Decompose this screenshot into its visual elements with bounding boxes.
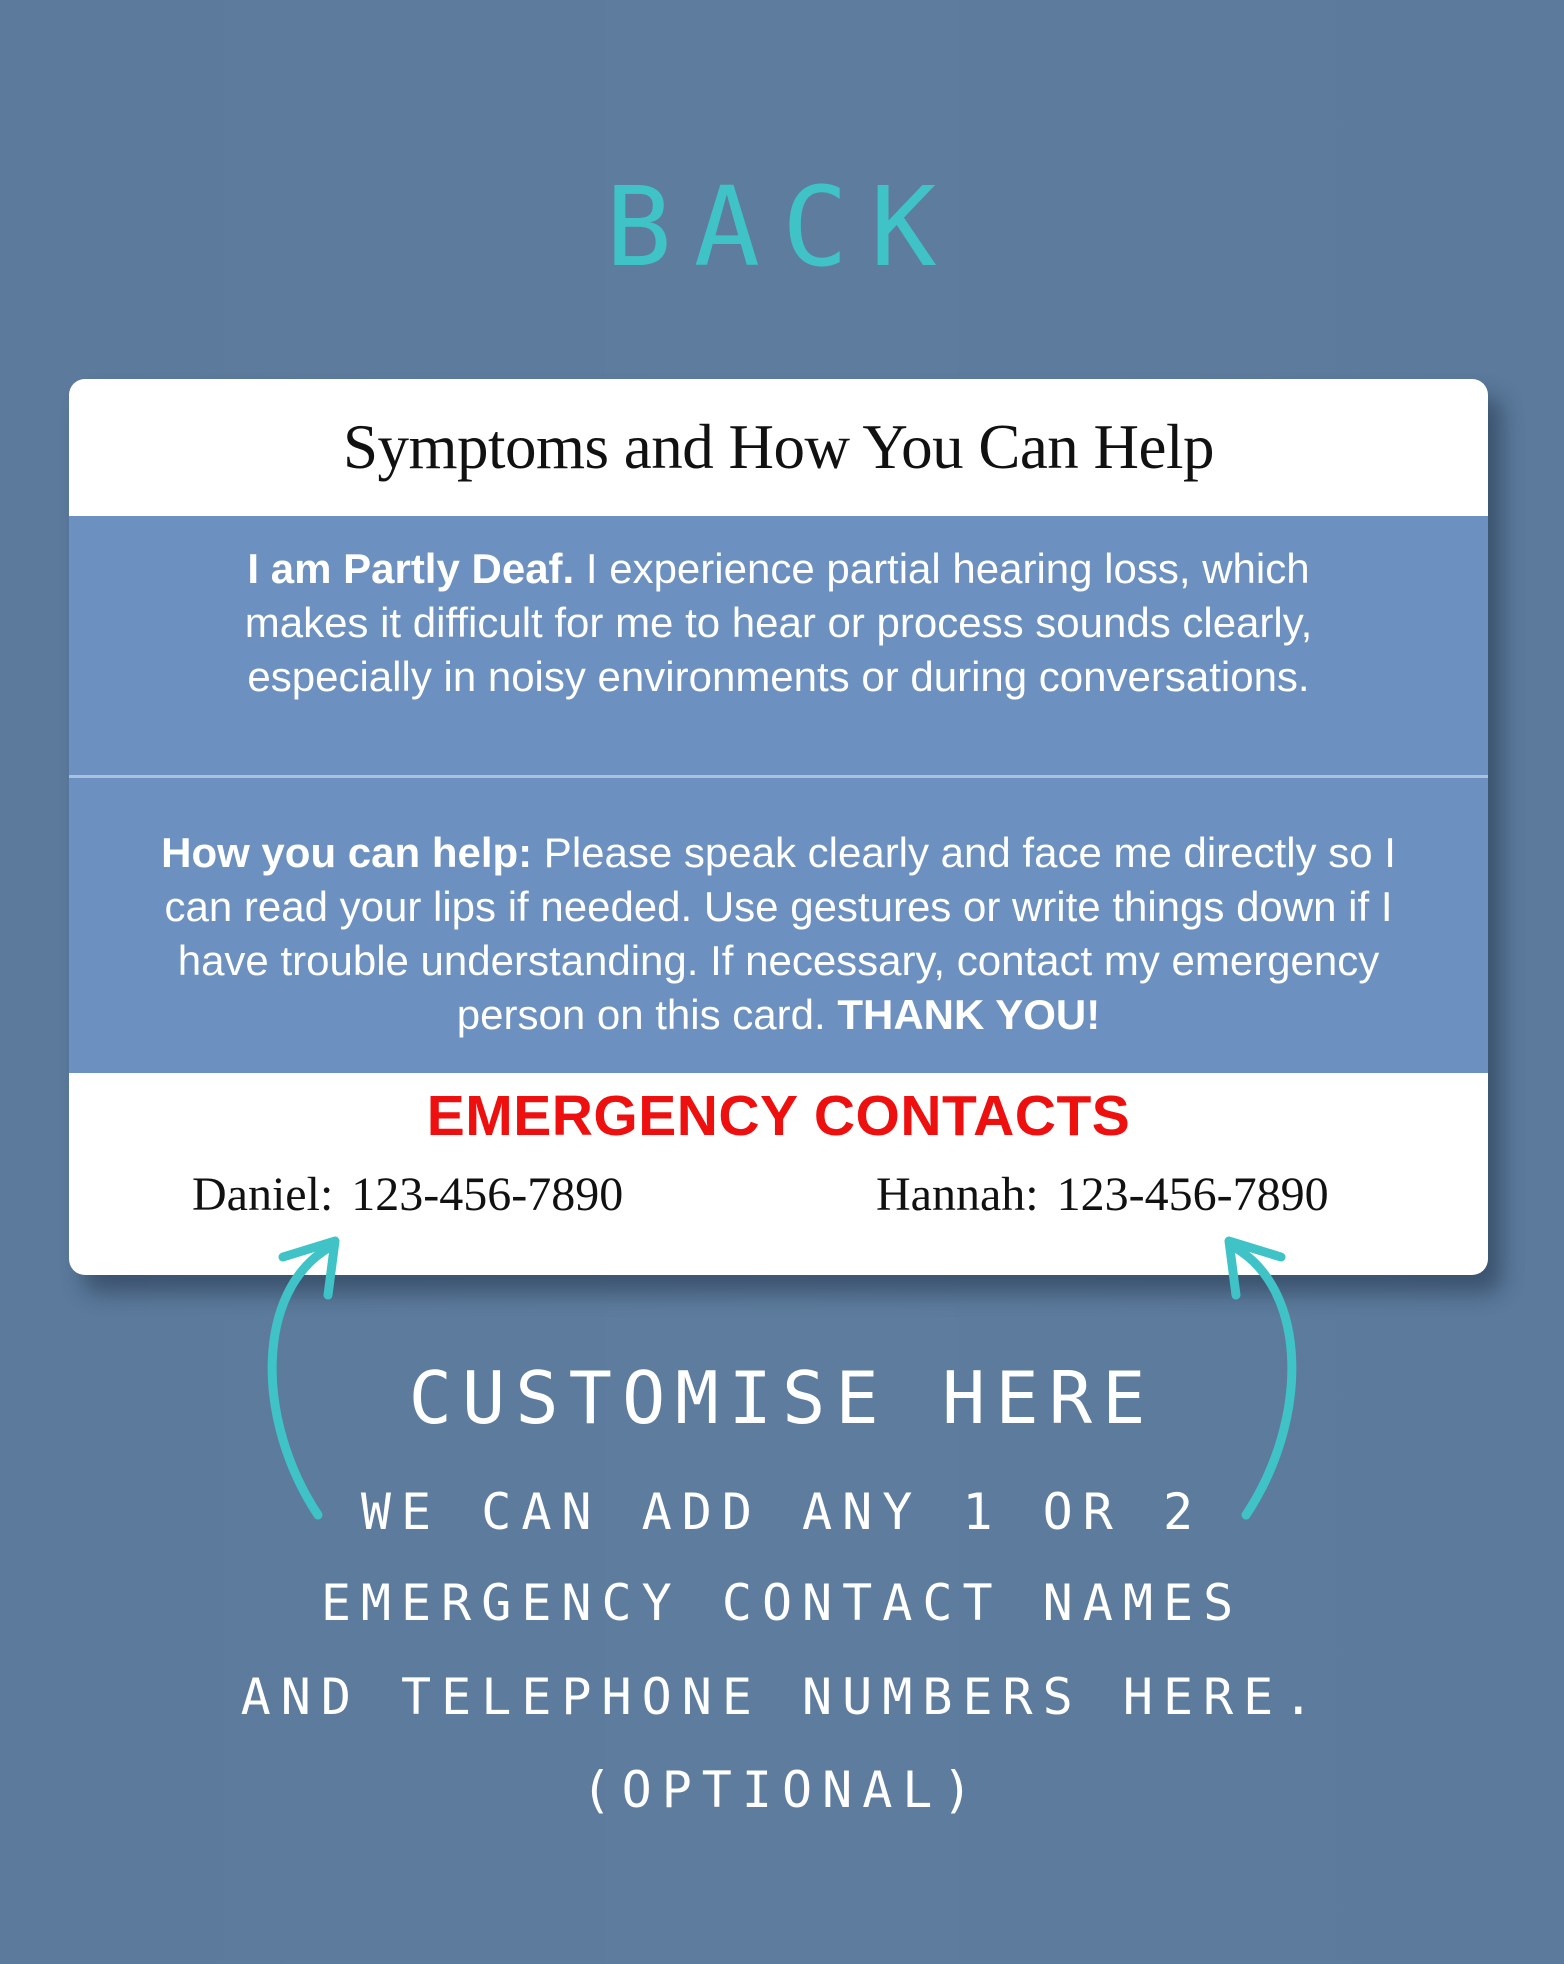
contact-phone: 123-456-7890 [1056, 1168, 1329, 1221]
condition-block [69, 516, 1488, 775]
contacts-section [69, 1073, 1488, 1275]
condition-text: I experience partial hearing loss, which makes it difficult for me to hear or process sounds clearly, especially in noisy environments or during conversations. [244, 545, 1313, 700]
contact-item [876, 1167, 1329, 1222]
help-text: Please speak clearly and face me directly so I can read your lips if needed. Use gestures or write things down if I have trouble understanding. If necessary, contact my emergency person on this card. [164, 829, 1396, 1038]
contact-name: Daniel: [192, 1168, 334, 1221]
annotation-line: AND TELEPHONE NUMBERS HERE. [240, 1668, 1324, 1726]
page-heading: BACK [605, 163, 959, 291]
annotation-heading: CUSTOMISE HERE [408, 1356, 1156, 1440]
contacts-heading: EMERGENCY CONTACTS [426, 1084, 1131, 1148]
contact-item [192, 1167, 623, 1222]
annotation-line: WE CAN ADD ANY 1 OR 2 [360, 1483, 1204, 1541]
card-title: Symptoms and How You Can Help [342, 412, 1215, 482]
annotation-line: EMERGENCY CONTACT NAMES [320, 1574, 1244, 1632]
annotation-line: (OPTIONAL) [581, 1761, 983, 1819]
help-block [69, 778, 1488, 1073]
card-header [69, 379, 1488, 516]
emergency-card [69, 379, 1488, 1275]
help-bold: How you can help: [161, 829, 533, 876]
contact-name: Hannah: [876, 1168, 1039, 1221]
contact-phone: 123-456-7890 [351, 1168, 624, 1221]
condition-bold: I am Partly Deaf. [247, 545, 575, 592]
help-closing: THANK YOU! [837, 991, 1101, 1038]
